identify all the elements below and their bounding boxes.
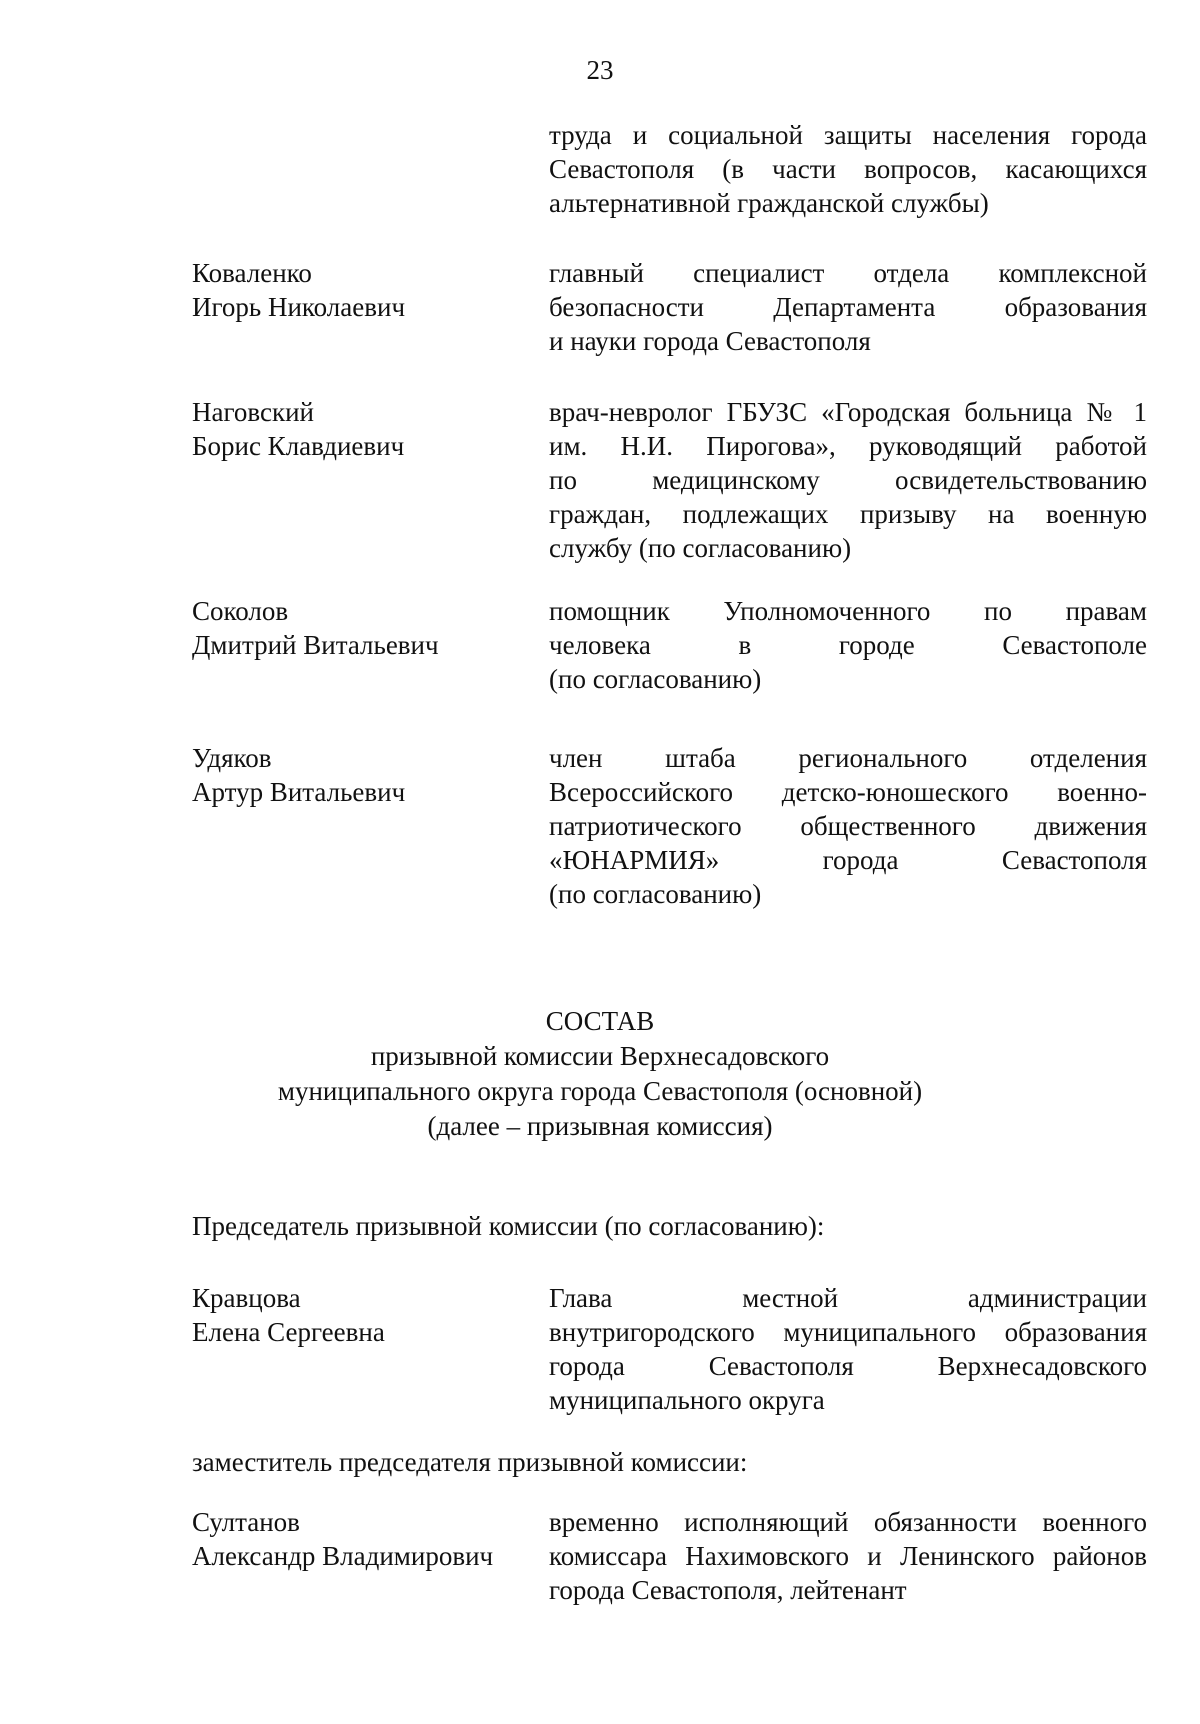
member-surname: Удяков	[192, 743, 272, 773]
desc-line: комиссара Нахимовского и Ленинского районов	[549, 1541, 1147, 1571]
desc-line: и науки города Севастополя	[549, 326, 871, 356]
deputy-role-label: заместитель председателя призывной комиссии:	[192, 1447, 748, 1477]
desc-line: патриотического общественного движения	[549, 811, 1147, 841]
desc-line: человека в городе Севастополе	[549, 630, 1147, 660]
member-description	[549, 256, 1147, 358]
desc-line: службу (по согласованию)	[549, 533, 852, 563]
member-surname: Султанов	[192, 1507, 300, 1537]
composition-heading	[0, 1004, 1200, 1144]
desc-line: им. Н.И. Пирогова», руководящий работой	[549, 431, 1147, 461]
desc-line: Всероссийского детско-юношеского военно-	[549, 777, 1147, 807]
member-row	[192, 741, 1147, 911]
member-name	[192, 741, 549, 911]
desc-line: по медицинскому освидетельствованию	[549, 465, 1147, 495]
member-description	[549, 741, 1147, 911]
member-name	[192, 594, 549, 696]
continuation-description	[549, 118, 1147, 220]
desc-line: главный специалист отдела комплексной	[549, 258, 1147, 288]
member-description	[549, 1281, 1147, 1417]
chair-role-label: Председатель призывной комиссии (по согласованию):	[192, 1211, 825, 1241]
member-row	[192, 395, 1147, 565]
member-description	[549, 395, 1147, 565]
member-given-names: Артур Витальевич	[192, 777, 406, 807]
member-surname: Наговский	[192, 397, 314, 427]
page-number: 23	[586, 55, 614, 85]
member-row	[192, 256, 1147, 358]
member-given-names: Игорь Николаевич	[192, 292, 406, 322]
member-given-names: Борис Клавдиевич	[192, 431, 405, 461]
member-row	[192, 594, 1147, 696]
desc-line: член штаба регионального отделения	[549, 743, 1147, 773]
member-row	[192, 1281, 1147, 1417]
desc-line: «ЮНАРМИЯ» города Севастополя	[549, 845, 1147, 875]
desc-line: Севастополя (в части вопросов, касающихся	[549, 154, 1147, 184]
desc-line: муниципального округа	[549, 1385, 825, 1415]
member-name	[192, 1505, 549, 1607]
desc-line: (по согласованию)	[549, 664, 762, 694]
member-row	[192, 1505, 1147, 1607]
composition-subtitle-line: (далее – призывная комиссия)	[427, 1111, 773, 1141]
desc-line: Глава местной администрации	[549, 1283, 1147, 1313]
desc-line: (по согласованию)	[549, 879, 762, 909]
desc-line: граждан, подлежащих призыву на военную	[549, 499, 1147, 529]
continuation-row	[192, 118, 1147, 220]
desc-line: труда и социальной защиты населения города	[549, 120, 1147, 150]
desc-line: города Севастополя, лейтенант	[549, 1575, 907, 1605]
name-column-empty	[192, 118, 549, 220]
member-given-names: Александр Владимирович	[192, 1541, 494, 1571]
desc-line: внутригородского муниципального образования	[549, 1317, 1147, 1347]
composition-subtitle-line: призывной комиссии Верхнесадовского	[370, 1041, 830, 1071]
desc-line: альтернативной гражданской службы)	[549, 188, 989, 218]
desc-line: помощник Уполномоченного по правам	[549, 596, 1147, 626]
composition-subtitle-line: муниципального округа города Севастополя (основной)	[277, 1076, 923, 1106]
member-surname: Кравцова	[192, 1283, 301, 1313]
desc-line: безопасности Департамента образования	[549, 292, 1147, 322]
member-surname: Коваленко	[192, 258, 312, 288]
desc-line: города Севастополя Верхнесадовского	[549, 1351, 1147, 1381]
member-description	[549, 594, 1147, 696]
member-name	[192, 1281, 549, 1417]
desc-line: временно исполняющий обязанности военного	[549, 1507, 1147, 1537]
member-name	[192, 256, 549, 358]
member-given-names: Елена Сергеевна	[192, 1317, 385, 1347]
composition-title: СОСТАВ	[545, 1006, 655, 1036]
desc-line: врач-невролог ГБУЗС «Городская больница № 1	[549, 397, 1147, 427]
member-given-names: Дмитрий Витальевич	[192, 630, 439, 660]
member-surname: Соколов	[192, 596, 289, 626]
member-name	[192, 395, 549, 565]
member-description	[549, 1505, 1147, 1607]
